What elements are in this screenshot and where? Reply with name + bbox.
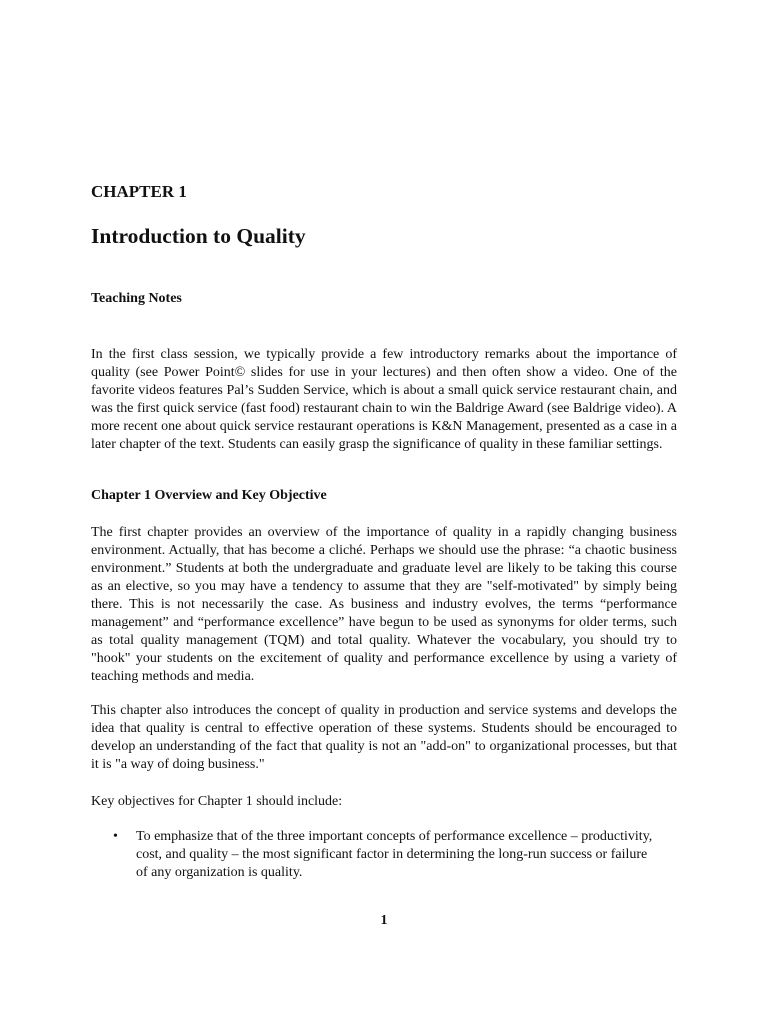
bullet-text: To emphasize that of the three important concepts of performance excellence – productivity, cost, and quality – the most significant factor in determining the long-run success or failure of any organization is quality. <box>136 829 653 880</box>
key-objectives-intro: Key objectives for Chapter 1 should include: <box>91 794 343 809</box>
overview-paragraph: The first chapter provides an overview of the importance of quality in a rapidly changing business environment. Actually, that has become a cliché. Perhaps we should use the phrase: “a chaotic business environment.” Students at both the undergraduate and graduate level are likely to be taking this course as an elective, so you may have a tendency to assume that they are "self-motivated" by simply being there. This is not necessarily the case. As business and industry evolves, the terms “performance management” and “performance excellence” have begun to be used as synonyms for older terms, such as total quality management (TQM) and total quality. Whatever the vocabulary, you should try to "hook" your students on the excitement of quality and performance excellence by using a variety of teaching methods and media. <box>91 525 677 684</box>
teaching-notes-heading: Teaching Notes <box>91 291 182 306</box>
page-number: 1 <box>380 913 388 928</box>
intro-paragraph: In the first class session, we typically provide a few introductory remarks about the importance of quality (see Power Point© slides for use in your lectures) and then often show a video. One of the favorite videos features Pal’s Sudden Service, which is about a small quick service restaurant chain, and was the first quick service (fast food) restaurant chain to win the Baldrige Award (see Baldrige video). A more recent one about quick service restaurant operations is K&N Management, presented as a case in a later chapter of the text. Students can easily grasp the significance of quality in these familiar settings. <box>91 347 677 452</box>
chapter-label: CHAPTER 1 <box>91 182 187 201</box>
chapter-title: Introduction to Quality <box>91 224 306 248</box>
bullet-icon: • <box>113 829 118 844</box>
list-item <box>91 828 656 882</box>
overview-heading: Chapter 1 Overview and Key Objective <box>91 488 327 503</box>
key-objectives-list <box>91 828 677 882</box>
concept-paragraph: This chapter also introduces the concept of quality in production and service systems and develops the idea that quality is central to effective operation of these systems. Students should be encouraged to develop an understanding of the fact that quality is not an "add-on" to organizational processes, but that it is "a way of doing business." <box>91 703 677 772</box>
